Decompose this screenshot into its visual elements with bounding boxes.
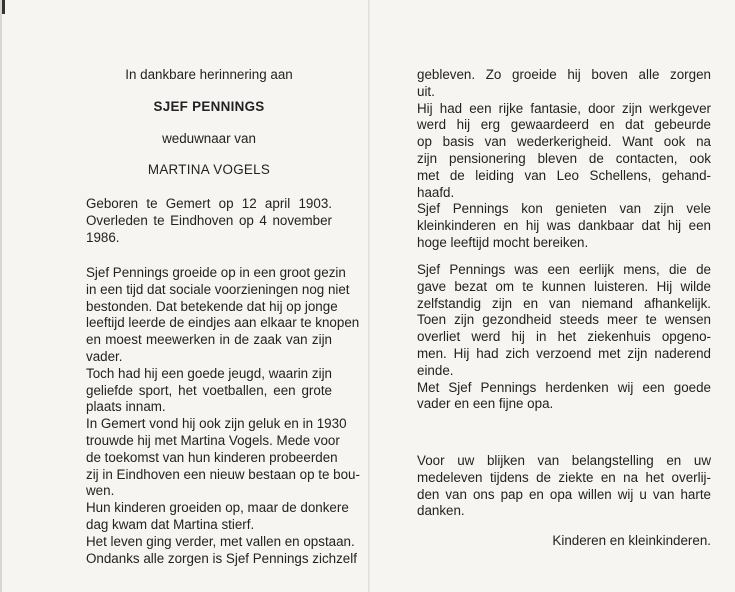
text-line: Sjef Pennings groeide op in een groot gezin <box>86 265 346 280</box>
text-line: Sjef Pennings kon genieten van zijn vele <box>417 201 711 217</box>
text-line: haafd. <box>417 184 455 200</box>
text-line: Overleden te Eindhoven op 4 november <box>86 212 332 228</box>
text-line: wen. <box>86 483 115 499</box>
text-line: Met Sjef Pennings herdenken wij een goede <box>417 379 711 395</box>
text-line: Het leven ging verder, met vallen en opstaan. <box>86 533 355 549</box>
signature: Kinderen en kleinkinderen. <box>552 533 711 548</box>
text-line: kleinkinderen en hij was dankbaar dat hij een <box>417 218 711 234</box>
text-line: Geboren te Gemert op 12 april 1903. <box>86 196 332 211</box>
card-fold <box>368 0 370 592</box>
text-line: In Gemert vond hij ook zijn geluk en in 1930 <box>86 416 347 432</box>
text-line: dag kwam dat Martina stierf. <box>86 516 255 532</box>
story-block <box>86 265 360 567</box>
text-line: men. Hij had zich verzoend met zijn naderend <box>417 345 711 361</box>
text-line: werd hij erg gewaardeerd en dat gebeurde <box>417 117 711 133</box>
text-line: gave bezat om te kunnen luisteren. Hij wilde <box>417 278 711 294</box>
text-line: zijn pensionering bleven de contacten, ook <box>417 150 711 166</box>
text-line: Hun kinderen groeiden op, maar de donkere <box>86 500 349 516</box>
text-line: zelfstandig zijn en van niemand afhankelijk. <box>417 295 711 311</box>
corner-mark <box>2 0 5 14</box>
heading: In dankbare herinnering aan <box>125 67 293 82</box>
text-line: medeleven tijdens de ziekte en na het overlij- <box>417 469 711 485</box>
text-line: leeftijd leerde de eindjes aan elkaar te knopen <box>86 315 360 331</box>
text-line: danken. <box>417 503 465 519</box>
text-line: bestonden. Dat betekende dat hij op jonge <box>86 298 338 314</box>
spouse-name: MARTINA VOGELS <box>147 162 271 177</box>
text-line: de toekomst van hun kinderen probeerden <box>86 449 338 465</box>
text-line: trouwde hij met Martina Vogels. Mede voor <box>86 432 340 448</box>
text-line: Hij had een rijke fantasie, door zijn werkgever <box>417 100 711 116</box>
text-line: vader en een fijne opa. <box>417 396 554 412</box>
text-line: 1986. <box>86 229 120 245</box>
dates-block <box>86 196 332 246</box>
text-line: Toen zijn gezondheid steeds meer te wensen <box>417 312 711 328</box>
text-line: Toch had hij een goede jeugd, waarin zijn <box>86 365 332 381</box>
text-line: in een tijd dat sociale voorzieningen nog niet <box>86 281 350 297</box>
text-line: vader. <box>86 348 123 364</box>
text-line: Ondanks alle zorgen is Sjef Pennings zichzelf <box>86 550 357 566</box>
text-line: met de leiding van Leo Schellens, gehand- <box>417 167 711 183</box>
text-line: einde. <box>417 362 454 378</box>
text-line: geliefde sport, het voetballen, een grote <box>86 382 332 398</box>
text-line: hoge leeftijd mocht bereiken. <box>417 234 589 250</box>
text-line: zij in Eindhoven een nieuw bestaan op te bou- <box>86 466 360 482</box>
text-line: Voor uw blijken van belangstelling en uw <box>417 453 711 468</box>
thanks-paragraph <box>417 453 711 520</box>
text-line: plaats innam. <box>86 399 166 415</box>
character-paragraph <box>417 262 711 413</box>
widower-of: weduwnaar van <box>162 131 256 146</box>
deceased-name: SJEF PENNINGS <box>153 99 265 114</box>
story-continued <box>417 67 711 252</box>
text-line: gebleven. Zo groeide hij boven alle zorgen <box>417 67 711 82</box>
text-line: den van ons pap en opa willen wij u van harte <box>417 486 711 502</box>
text-line: op basis van wederkerigheid. Want ook na <box>417 134 711 150</box>
text-line: uit. <box>417 83 435 99</box>
text-line: en moest meewerken in de zaak van zijn <box>86 332 332 348</box>
text-line: Sjef Pennings was een eerlijk mens, die de <box>417 262 711 277</box>
text-line: overliet werd hij in het ziekenhuis opgeno- <box>417 329 711 345</box>
